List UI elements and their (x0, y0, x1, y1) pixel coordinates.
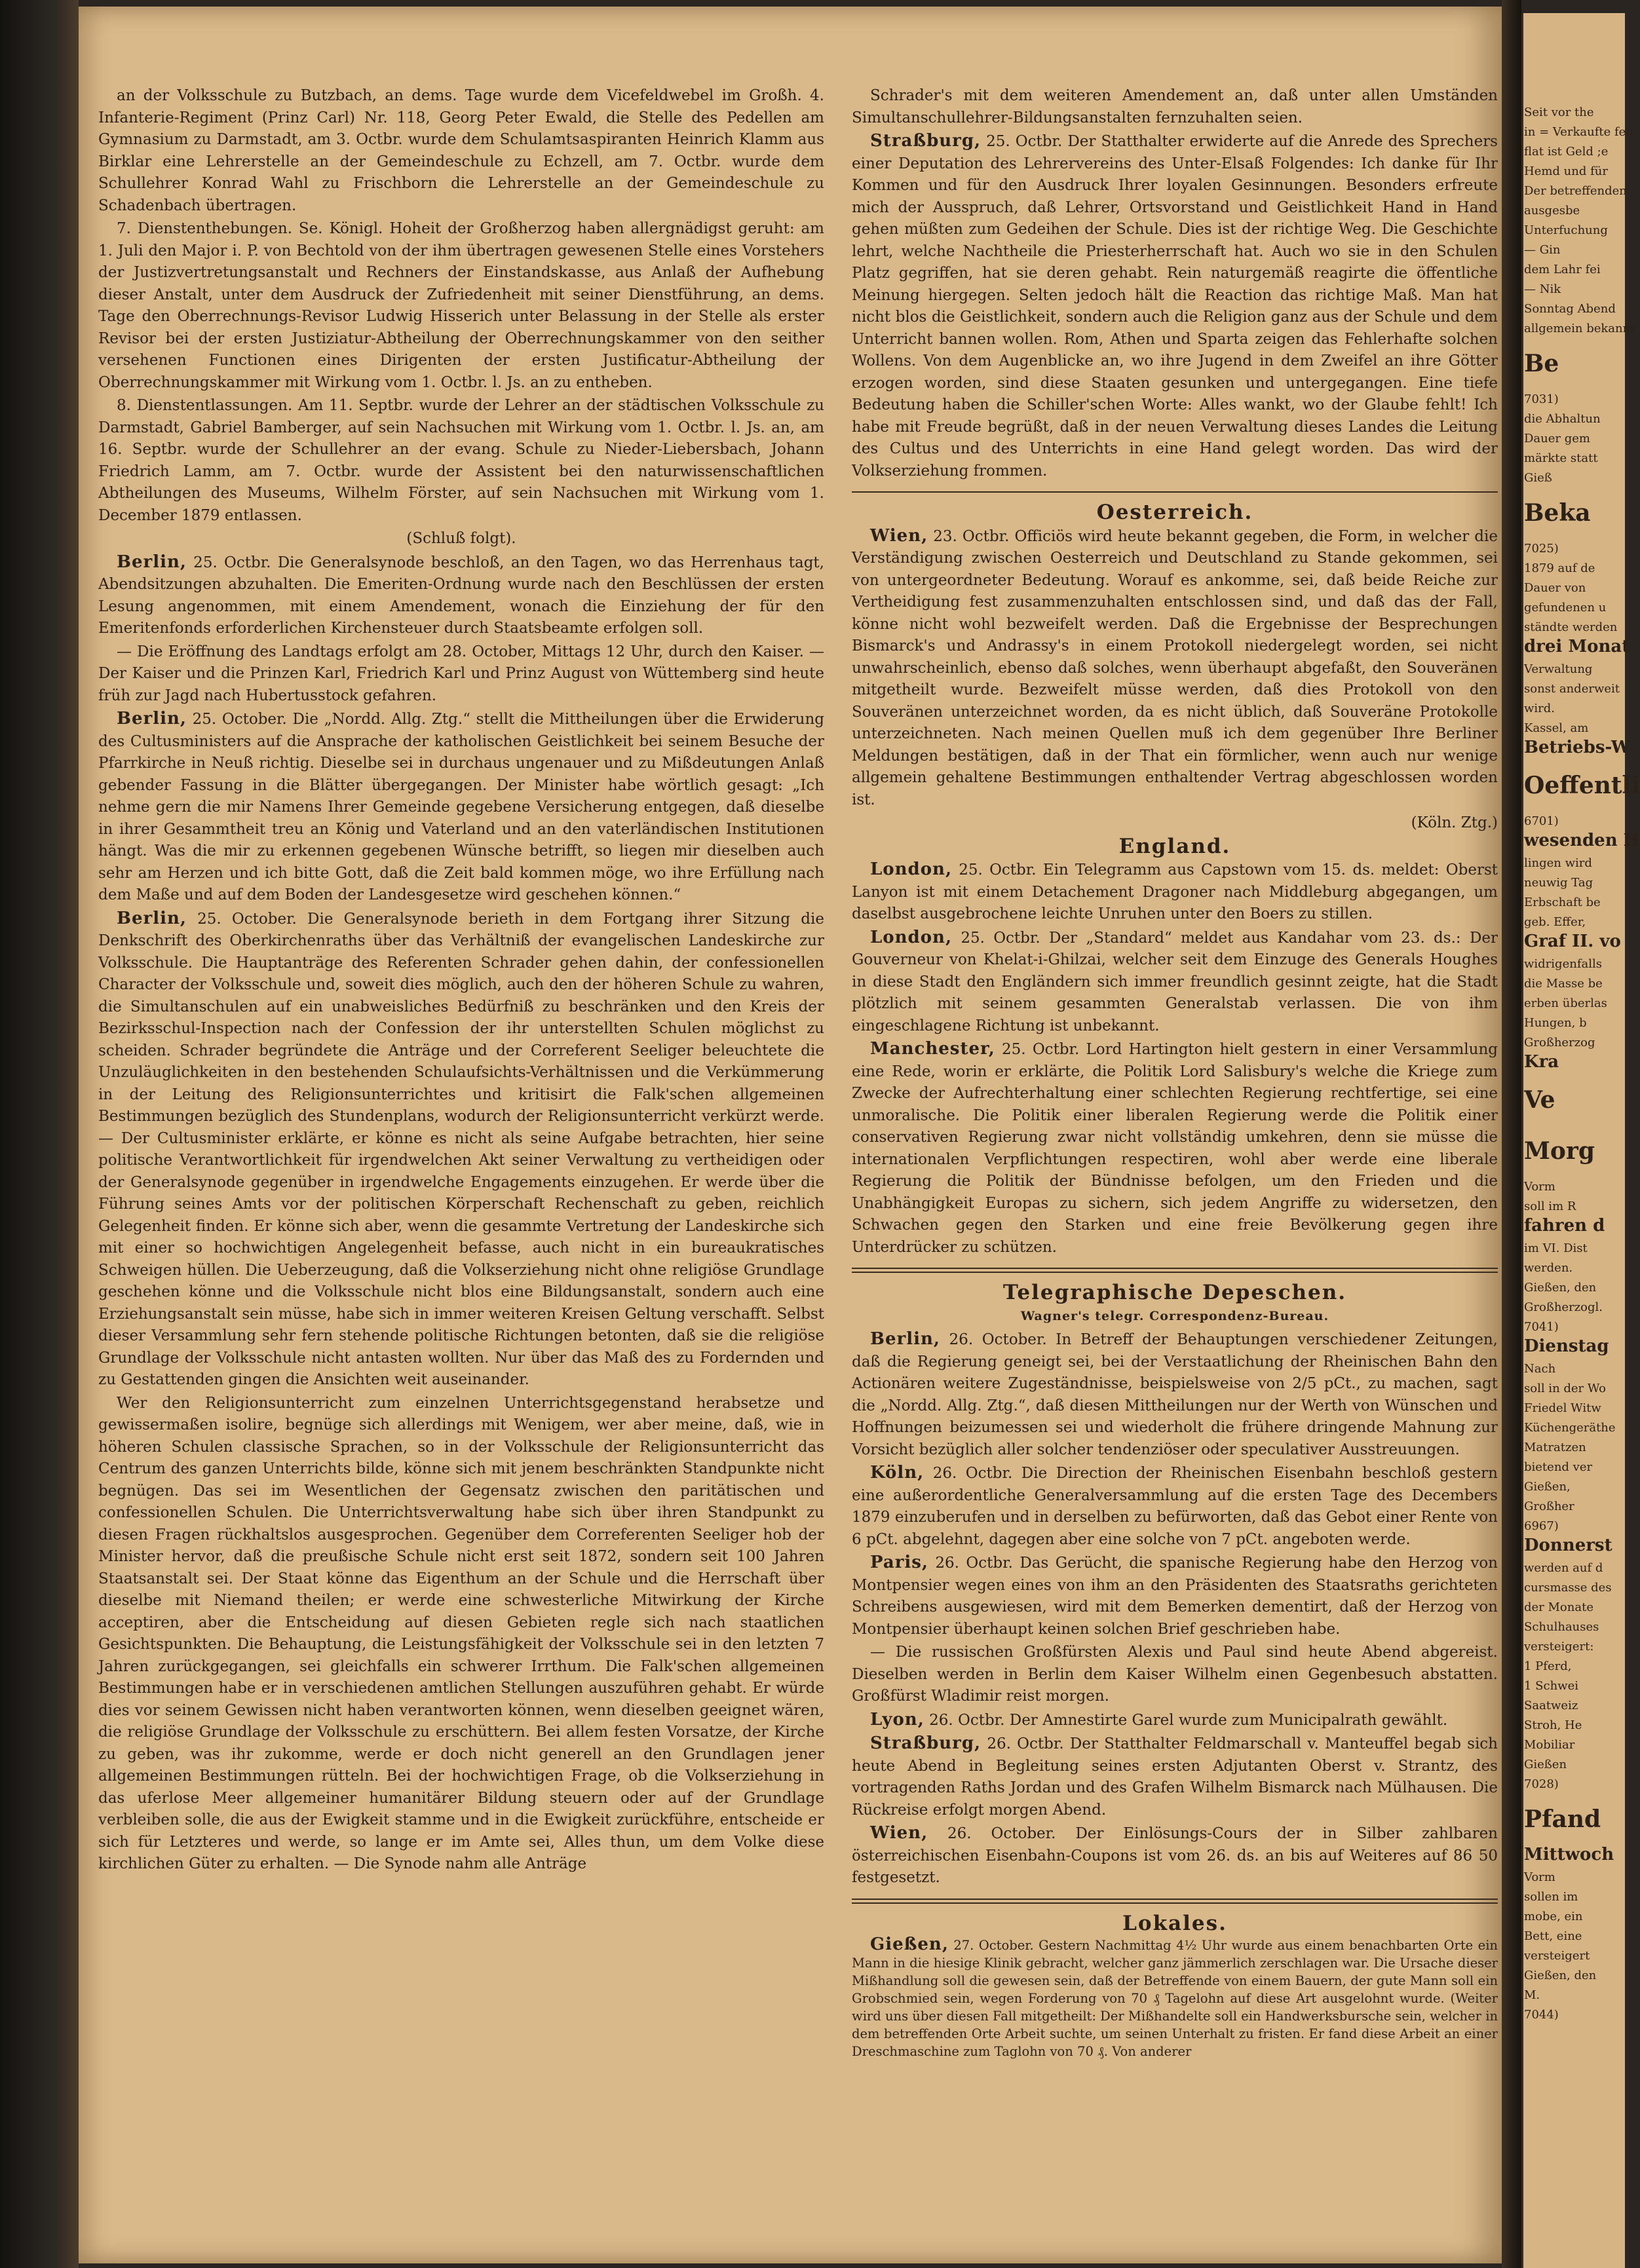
column-right (852, 85, 1498, 2260)
edge-fragment: Verwaltung (1524, 662, 1593, 676)
edge-fragment: Gießen (1524, 1758, 1567, 1771)
edge-fragment: 7044) (1524, 2008, 1559, 2022)
edge-fragment: flat ist Geld ;e (1524, 145, 1609, 159)
edge-fragment: ständte werden (1524, 620, 1618, 634)
article-synode-end: Schrader's mit dem weiteren Amendement an, daß unter allen Umständen Simultanschullehrer-Bildungsanstalten fernzuhalten seien. (852, 87, 1498, 126)
edge-fragment: 7028) (1524, 1777, 1559, 1791)
edge-fragment: versteigert (1524, 1949, 1590, 1963)
telegram-wien: Wien, 26. October. Der Einlösungs-Cours der in Silber zahlbaren österreichischen Eisenbahn-Coupons ist vom 26. ds. an bis auf Weiteres auf 86 50 festgesetzt. (852, 1823, 1498, 1886)
edge-fragment: Vorm (1524, 1870, 1555, 1884)
edge-fragment: werden auf d (1524, 1561, 1603, 1575)
local-giessen: Gießen, 27. October. Gestern Nachmittag 4½ Uhr wurde aus einem benachbarten Orte ein Mann in die hiesige Klinik gebracht, welcher ganz jämmerlich zerschlagen war. Die Ursache dieser Mißhandlung soll die gewesen sein, daß der Betreffende von einem Bauern, der gute Mann soll ein Grobschmied sein, wegen Forderung von 70 ₰ Tagelohn auf diese Art ausgelohnt wurde. (Weiter wird uns über diesen Fall mitgetheilt: Der Mißhandelte soll ein Handwerksbursche sein, welcher in dem betreffenden Orte Arbeit suchte, um seinen Unterhalt zu fristen. Er fand diese Arbeit an einer Dreschmaschine zum Taglohn von 70 ₰. Von anderer (852, 1935, 1498, 2059)
edge-fragment: Mobiliar (1524, 1738, 1575, 1752)
edge-fragment: Großher (1524, 1500, 1574, 1513)
source-note: (Köln. Ztg.) (1411, 814, 1498, 831)
edge-fragment: Friedel Witw (1524, 1401, 1601, 1415)
edge-fragment: — Gin (1524, 243, 1561, 257)
edge-fragment: Kassel, am (1524, 721, 1589, 735)
edge-fragment: neuwig Tag (1524, 876, 1593, 890)
divider (852, 1268, 1498, 1273)
edge-fragment: Großherzogl. (1524, 1300, 1603, 1314)
article-london-2: London, 25. Octbr. Der „Standard“ meldet aus Kandahar vom 23. ds.: Der Gouverneur von Khelat-i-Ghilzai, welcher seit dem Einzuge des Generals Houghes in diese Stadt den Engländern sich immer freundlich gesinnt zeigte, hat die Stadt plötzlich mit seinem gesammten Generalstab verlassen. Die von ihm eingeschlagene Richtung ist unbekannt. (852, 927, 1498, 1034)
edge-fragment: die Abhaltun (1524, 412, 1601, 426)
dateline: London, (870, 860, 953, 879)
edge-fragment: Donnerst (1524, 1536, 1612, 1555)
edge-fragment: in = Verkaufte fen (1524, 125, 1633, 139)
edge-fragment: bietend ver (1524, 1460, 1593, 1474)
telegram-koeln: Köln, 26. Octbr. Die Direction der Rheinischen Eisenbahn beschloß gestern eine außerordentliche Generalversammlung auf die ersten Tage des Decembers 1879 einzuberufen und in derselben zu befürworten, daß das Gebot einer Rente von 6 pCt. abgelehnt, dagegen aber eine solche von 7 pCt. angeboten werde. (852, 1463, 1498, 1548)
edge-fragment: Dauer von (1524, 581, 1586, 595)
edge-fragment: Ve (1524, 1086, 1555, 1114)
telegram-paris: Paris, 26. Octbr. Das Gerücht, die spanische Regierung habe den Herzog von Montpensier wegen eines von ihm an den Präsidenten des Staatsraths gerichteten Schreibens ausgewiesen, wird mit dem Bemerken dementirt, daß der Herzog von Montpensier überhaupt keinen solchen Brief geschrieben habe. (852, 1553, 1498, 1638)
edge-fragment: Be (1524, 350, 1559, 377)
dateline: Berlin, (117, 709, 187, 728)
edge-fragment: Gieß (1524, 471, 1552, 485)
edge-fragment: 1 Schwei (1524, 1679, 1578, 1693)
telegram-paris-2: — Die russischen Großfürsten Alexis und Paul sind heute Abend abgereist. Dieselben werden in Berlin dem Kaiser Wilhelm einen Gegenbesuch abstatten. Großfürst Wladimir reist morgen. (852, 1644, 1498, 1705)
dateline: Manchester, (870, 1039, 995, 1059)
dateline: London, (870, 927, 953, 947)
appointments-text: an der Volksschule zu Butzbach, an dems. Tage wurde dem Vicefeldwebel im Großh. 4. Infanterie-Regiment (Prinz Carl) Nr. 118, Georg Peter Ewald, die Stelle des Pedellen am Gymnasium zu Darmstadt, am 3. Octbr. wurde dem Schulamtsaspiranten Heinrich Klamm aus Birklar eine Lehrerstelle an der Gemeindeschule zu Echzell, am 7. Octbr. wurde dem Schullehrer Konrad Wahl zu Frischborn die Lehrerstelle an der Gemeindeschule zu Schadenbach übertragen. (98, 87, 824, 214)
dateline: Wien, (870, 1823, 928, 1843)
dateline: Wien, (870, 525, 928, 546)
edge-fragment: Bett, eine (1524, 1929, 1582, 1943)
edge-fragment: Pfand (1524, 1805, 1601, 1833)
edge-fragment: Mittwoch (1524, 1845, 1614, 1864)
edge-fragment: erben überlas (1524, 996, 1607, 1010)
edge-fragment: Erbschaft be (1524, 896, 1601, 909)
edge-fragment: allgemein bekannt (1524, 322, 1635, 335)
edge-fragment: widrigenfalls (1524, 957, 1602, 971)
edge-fragment: M. (1524, 1988, 1540, 2002)
edge-fragment: werden. (1524, 1261, 1573, 1275)
adjacent-page-edge (1521, 13, 1640, 2268)
edge-fragment: Kra (1524, 1052, 1559, 1072)
dismissals-text: 7. Dienstenthebungen. Se. Königl. Hoheit der Großherzog haben allergnädigst geruht: am 1. Juli den Major i. P. von Bechtold von der ihm übertragen gewesenen Stelle eines Vorstehers der Justizvertretungsanstalt und Rechners der Einstandskasse, aus Anlaß der Aufhebung dieser Anstalt, unter dem Ausdruck der Zufriedenheit mit seiner Dienstführung, an dems. Tage den Oberrechnungs-Revisor Ludwig Hisserich unter Belassung in der Stelle als erster Revisor bei der ersten Justiziatur-Abtheilung der Oberrechnungskammer von den seither versehenen Functionen eines Dirigenten der ersten Justificatur-Abtheilung der Oberrechnungskammer mit Wirkung vom 1. Octbr. l. Js. an zu entheben. (98, 220, 824, 391)
telegram-strassburg: Straßburg, 26. Octbr. Der Statthalter Feldmarschall v. Manteuffel begab sich heute Abend in Begleitung seines ersten Adjutanten Oberst v. Strantz, des vortragenden Raths Jordan und des Grafen Wilhelm Bismarck nach Mülhausen. Die Rückreise erfolgt morgen Abend. (852, 1733, 1498, 1819)
article-strassburg-1: Straßburg, 25. Octbr. Der Statthalter erwiderte auf die Anrede des Sprechers einer Deputation des Lehrervereins des Unter-Elsaß Folgendes: Ich danke für Ihr Kommen und für den Ausdruck Ihrer loyalen Gesinnungen. Besonders erfreute mich der Ausspruch, daß Lehrer, Ortsvorstand und Geistlichkeit Hand in Hand gehen müßten zum Gedeihen der Schule. Dies ist der richtige Weg. Die Geschichte lehrt, welche Nachtheile die Priesterherrschaft hat. Auch wo sie in den Schulen Platz gegriffen, hat sie deren gehabt. Rein naturgemäß reagirte die öffentliche Meinung hiergegen. Selten jedoch hält die Reaction das richtige Maß. Man hat nicht blos die Geistlichkeit, sondern auch die Religion ganz aus der Schule und dem Unterricht bannen wollen. Rom, Athen und Sparta zeigen das Fehlerhafte solchen Wollens. Von dem Augenblicke an, wo ihre Jugend in dem Zweifel an ihre Götter erzogen worden, sind diese Staaten gesunken und untergegangen. Eine tiefe Bedeutung haben die Schiller'schen Worte: Alles wankt, wo der Glaube fehlt! Ich habe mit Freude begrüßt, daß in der neuen Verwaltung dieses Landes die Leitung des Cultus und des Unterrichts in eine Hand gelegt worden. Das wird der Volkserziehung frommen. (852, 131, 1498, 480)
edge-fragment: die Masse be (1524, 977, 1603, 991)
article-wien-1: Wien, 23. Octbr. Officiös wird heute bekannt gegeben, die Form, in welcher die Verständigung zwischen Oesterreich und Deutschland zu Stande gekommen, sei von untergeordneter Bedeutung. Worauf es ankomme, sei, daß beide Reiche zur Vertheidigung fest zusammenzuhalten entschlossen sind, und daß das der Fall, könne nicht wohl bezweifelt werden. Daß die Ergebnisse der Besprechungen Bismarck's und Andrassy's in einem Protokoll niedergelegt worden, sei nicht unwahrscheinlich, ebenso daß solches, wenn überhaupt abgefaßt, den Souveränen mitgetheilt wurde. Bezweifelt müsse werden, daß dies Protokoll von den Souveränen unterzeichnet worden, da es nicht üblich, daß Souveräne Protokolle unterzeichneten. Nach meinen Quellen muß ich dem gegenüber Ihre Berliner Meldungen bestätigen, daß in der That ein förmlicher, wenn auch nur wenige allgemein gehaltene Bestimmungen enthaltender Vertrag abgeschlossen worden ist. (852, 525, 1498, 808)
dateline: Lyon, (870, 1709, 925, 1729)
article-berlin-1: Berlin, 25. Octbr. Die Generalsynode beschloß, an den Tagen, wo das Herrenhaus tagt, Abendsitzungen abzuhalten. Die Emeriten-Ordnung wurde nach den Beschlüssen der ersten Lesung angenommen, mit einem Amendement, wonach die Einziehung der für den Emeritenfonds erforderlichen Kirchensteuer durch Staatsbeamte erfolgen soll. (98, 552, 824, 637)
section-heading-england: England. (1118, 834, 1231, 858)
edge-fragment: 1879 auf de (1524, 561, 1595, 575)
edge-fragment: Stroh, He (1524, 1718, 1582, 1732)
column-left (98, 85, 824, 2247)
edge-fragment: sollen im (1524, 1890, 1578, 1904)
edge-fragment: Hungen, b (1524, 1016, 1587, 1030)
edge-fragment: Schulhauses (1524, 1620, 1599, 1634)
article-berlin-2: Berlin, 25. October. Die „Nordd. Allg. Ztg.“ stellt die Mittheilungen über die Erwiderung des Cultusministers auf die Ansprache der katholischen Geistlichkeit bei seinem Besuche der Pfarrkirche in Neuß richtig. Dieselbe sei in durchaus ungenauer und zu Mißdeutungen Anlaß gebender Fassung in die Blätter übergegangen. Der Minister habe wörtlich gesagt: „Ich nehme gern die mir Namens Ihrer Gemeinde gegebene Versicherung entgegen, daß dieselbe in ihrer Gesammtheit treu an König und Vaterland und an den vaterländischen Institutionen hängt. Was die mir zu erkennen gegebenen Wünsche betrifft, so liegen mir dieselben auch sehr am Herzen und ich bitte Gott, daß die Zeit bald kommen möge, wo ihre Erfüllung nach dem Maße und auf dem Boden der Landesgesetze wird geschehen können.“ (98, 709, 824, 903)
telegram-berlin: Berlin, 26. October. In Betreff der Behauptungen verschiedener Zeitungen, daß die Regierung geneigt sei, bei der Verstaatlichung der Rheinischen Bahn den Actionären weitere Zugeständnisse, beispielsweise von 2/5 pCt., zu machen, sagt die „Nordd. Allg. Ztg.“, daß diesen Mittheilungen nur der Werth von Wünschen und Hoffnungen beizumessen sei und wiederholt die frühere dringende Mahnung zur Vorsicht bezüglich aller solcher tendenziöser oder speculativer Ausstreuungen. (852, 1329, 1498, 1458)
edge-fragment: Matratzen (1524, 1441, 1586, 1454)
article-london-1: London, 25. Octbr. Ein Telegramm aus Capstown vom 15. ds. meldet: Oberst Lanyon ist mit einem Detachement Dragoner nach Middleburg abgegangen, um daselbst ausgebrochene leichte Unruhen unter den Boers zu stillen. (852, 860, 1498, 922)
edge-fragment: märkte statt (1524, 451, 1598, 465)
dateline: Köln, (870, 1463, 925, 1483)
edge-fragment: gefundenen u (1524, 601, 1607, 614)
divider (852, 1899, 1498, 1904)
edge-fragment: cursmasse des (1524, 1581, 1612, 1595)
edge-fragment: wird. (1524, 702, 1555, 715)
releases-text: 8. Dienstentlassungen. Am 11. Septbr. wurde der Lehrer an der städtischen Volksschule zu Darmstadt, Gabriel Bamberger, auf sein Nachsuchen mit Wirkung vom 1. Octbr. l. Js. an, am 16. Septbr. wurde der Schullehrer an der evang. Schule zu Nieder-Liebersbach, Johann Friedrich Lamm, am 7. Octbr. wurde der Assistent bei den naturwissenschaftlichen Abtheilungen des Museums, Wilhelm Förster, auf sein Nachsuchen mit Wirkung vom 1. December 1879 entlassen. (98, 397, 824, 524)
continued-note: (Schluß folgt). (406, 530, 516, 547)
edge-fragment: der Monate (1524, 1600, 1593, 1614)
edge-fragment: sonst anderweit (1524, 682, 1620, 696)
edge-fragment: soll im R (1524, 1200, 1576, 1213)
edge-fragment: Großherzog (1524, 1036, 1595, 1049)
dateline: Paris, (870, 1553, 928, 1572)
dateline: Straßburg, (870, 1733, 982, 1753)
edge-fragment: 7025) (1524, 542, 1559, 556)
edge-fragment: Nach (1524, 1362, 1556, 1376)
telegram-lyon: Lyon, 26. Octbr. Der Amnestirte Garel wurde zum Municipalrath gewählt. (870, 1709, 1448, 1729)
edge-fragment: wesenden H (1524, 831, 1640, 850)
edge-fragment: geb. Effer, (1524, 915, 1586, 929)
edge-fragment: 7031) (1524, 392, 1559, 406)
section-heading-telegraph: Telegraphische Depeschen. (1002, 1281, 1347, 1304)
local-news (852, 1936, 1498, 2060)
book-spine (0, 0, 79, 2268)
article-berlin-3-cont: Wer den Religionsunterricht zum einzelnen Unterrichtsgegenstand herabsetze und gewissermaßen isolire, begnüge sich allerdings mit Wenigem, wer aber meine, daß, wie in höheren Schulen classische Sprachen, so in der Volksschule der Religionsunterricht das Centrum des ganzen Unterrichts bilde, könne sich mit jenem beschränkten Standpunkte nicht begnügen. Das sei im Wesentlichen der Gegensatz zwischen den paritätischen und confessionellen Schulen. Die Unterrichtsverwaltung habe sich über ihren Standpunkt zu diesen Fragen rückhaltslos ausgesprochen. Gegenüber dem Correferenten Seeliger hob der Minister hervor, daß die preußische Schule nicht erst seit 1872, sondern seit 100 Jahren Staatsanstalt sei. Der Staat könne das Eigenthum an der Schule und die Herrschaft über dieselbe mit Niemand theilen; er werde eine schwesterliche Mitwirkung der Kirche acceptiren, aber die Entscheidung auf diesen Gebieten regle sich nach staatlichen Gesichtspunkten. Die Behauptung, die Leistungsfähigkeit der Volksschule sei in den letzten 7 Jahren zurückgegangen, sei gleichfalls ein schwerer Irrthum. Die Falk'schen allgemeinen Bestimmungen habe er in verschiedenen amtlichen Stellungen auszuführen gehabt. Er würde dies vor seinem Gewissen nicht haben verantworten können, wenn dieselben geeignet wären, die religiöse Grundlage der Volksschule zu erschüttern. Bei allem festen Vorsatze, der Kirche zu geben, was ihr zukomme, werde er doch nicht generell an den Grundlagen jener allgemeinen Bestimmungen rütteln. Bei der hochwichtigen Frage, ob die Volkserziehung in das uferlose Meer allgemeiner humanitärer Bildung steuern oder auf der Grundlage verbleiben solle, die aus der Ewigkeit stamme und in die Ewigkeit zurückführe, entscheide er sich für Letzteres und werde, so lange er im Amte sei, Alles thun, um dem Volke diese kirchlichen Güter zu erhalten. — Die Synode nahm alle Anträge (98, 1394, 824, 1872)
edge-fragment: 7041) (1524, 1320, 1559, 1334)
section-heading-oesterreich: Oesterreich. (1096, 501, 1253, 524)
edge-fragment: Gießen, den (1524, 1969, 1597, 1982)
edge-fragment: — Nik (1524, 282, 1561, 296)
dateline: Berlin, (870, 1329, 940, 1349)
edge-fragment: im VI. Dist (1524, 1241, 1588, 1255)
article-manchester: Manchester, 25. Octbr. Lord Hartington hielt gestern in einer Versammlung eine Rede, worin er erklärte, die Politik Lord Salisbury's welche die Kriege zum Zwecke der Aufrechterhaltung einer schlechten Regierung rechtfertige, sei eine unmoralische. Die Politik einer liberalen Regierung werde die Politik einer conservativen Regierung zwar nicht vollständig umkehren, denn sie müsse die internationalen Verpflichtungen respectiren, wohl aber werde eine liberale Regierung die Politik der Bündnisse befolgen, um den Frieden und die Unabhängigkeit Europas zu sichern, sich jedem Angriffe zu widersetzen, den Schwachen gegen den Starken und eine freie Bevölkerung gegen ihre Unterdrücker zu schützen. (852, 1039, 1498, 1256)
edge-fragment: Seit vor the (1524, 105, 1594, 119)
edge-fragment: 6967) (1524, 1519, 1559, 1533)
edge-fragment: 1 Pferd, (1524, 1659, 1572, 1673)
section-heading-lokales: Lokales. (1122, 1911, 1227, 1935)
edge-fragment: Dauer gem (1524, 432, 1590, 445)
edge-fragment: fahren d (1524, 1216, 1605, 1236)
divider (852, 491, 1498, 493)
edge-fragment: Sonntag Abend (1524, 302, 1616, 316)
edge-fragment: mobe, ein (1524, 1910, 1583, 1923)
edge-fragment: Vorm (1524, 1180, 1555, 1194)
edge-fragment: soll in der Wo (1524, 1382, 1606, 1395)
dateline: Gießen, (870, 1935, 949, 1954)
edge-fragment: ausgesbe (1524, 204, 1580, 217)
edge-fragment: Saatweiz (1524, 1699, 1578, 1712)
edge-fragment: Beka (1524, 499, 1591, 527)
edge-fragment: Oeffentli (1524, 772, 1640, 799)
dateline: Berlin, (117, 552, 187, 572)
article-landtag: — Die Eröffnung des Landtags erfolgt am 28. October, Mittags 12 Uhr, durch den Kaiser. — Der Kaiser und die Prinzen Karl, Friedrich Karl und Prinz August von Wüttemberg sind heute früh zur Jagd nach Hubertusstock gefahren. (98, 643, 824, 704)
edge-fragment: Betriebs-W (1524, 738, 1631, 757)
page-gutter (1502, 0, 1521, 2268)
edge-fragment: Gießen, den (1524, 1281, 1597, 1295)
edge-fragment: Der betreffenden (1524, 184, 1627, 198)
edge-fragment: Hemd und für (1524, 164, 1608, 178)
edge-fragment: Graf II. vo (1524, 932, 1621, 951)
edge-fragment: lingen wird (1524, 856, 1592, 870)
edge-fragment: Morg (1524, 1137, 1595, 1165)
dateline: Berlin, (117, 908, 187, 928)
dateline: Straßburg, (870, 131, 982, 151)
edge-fragment: Küchengeräthe (1524, 1421, 1616, 1435)
edge-fragment: drei Monat (1524, 637, 1630, 656)
section-subheading-bureau: Wagner's telegr. Correspondenz-Bureau. (1020, 1308, 1329, 1323)
edge-fragment: Unterfuchung (1524, 223, 1608, 237)
article-berlin-3: Berlin, 25. October. Die Generalsynode berieth in dem Fortgang ihrer Sitzung die Denkschrift des Oberkirchenraths über das Verhältniß der evangelischen Landeskirche zur Volksschule. Die Hauptanträge des Referenten Schrader gehen dahin, der confessionellen Character der Volksschule und, soweit dies möglich, auch den der höheren Schule zu wahren, die Simultanschulen auf ein unabweisliches Bedürfniß zu beschränken und den Kreis der Bezirksschul-Inspection nach der Confession der ihr unterstellten Schulen möglichst zu scheiden. Schrader begründete die Anträge und der Correferent Seeliger beleuchtete die Unzuläuglichkeiten in den bestehenden Schulaufsichts-Verhältnissen und die Verkümmerung in der Leitung des Religionsunterrichtes und kritisirt die Falk'schen allgemeinen Bestimmungen bezüglich des Stundenplans, wodurch der Religionsunterricht verkürzt werde. — Der Cultusminister erklärte, er könne es nicht als seine Aufgabe betrachten, hier seine politische Verantwortlichkeit für irgendwelchen Akt seiner Verwaltung zu vertheidigen oder der Generalsynode gegenüber in irgendwelche Engagements einzugehen. Er werde über die Führung seines Amts vor der politischen Körperschaft Rechenschaft zu geben, reichlich Gelegenheit finden. Er könne sich aber, wenn die gesammte Vertretung der Landeskirche sich mit einer so hochwichtigen Angelegenheit befasse, auch nicht in ein bureaukratisches Schweigen hüllen. Die Ueberzeugung, daß die Volkserziehung nicht ohne religiöse Grundlage geschehen könne und die Volksschule nicht blos eine Bildungsanstalt, sondern auch eine Erziehungsanstalt sein müsse, habe sich in immer weiteren Kreisen Geltung verschafft. Selbst dieser Versammlung sehr fern stehende politische Richtungen betonten, daß sie die religiöse Grundlage der Volksschule nicht antasten wollten. Nur über das Maß des zu Fordernden und zu Gestattenden gingen die Ansichten weit auseinander. (98, 908, 824, 1388)
edge-fragment: 6701) (1524, 814, 1559, 828)
edge-fragment: Gießen, (1524, 1480, 1571, 1494)
edge-rule (1521, 13, 1523, 2268)
edge-fragment: dem Lahr fei (1524, 263, 1601, 276)
edge-fragment: Dienstag (1524, 1336, 1609, 1356)
edge-fragment: versteigert: (1524, 1640, 1594, 1654)
